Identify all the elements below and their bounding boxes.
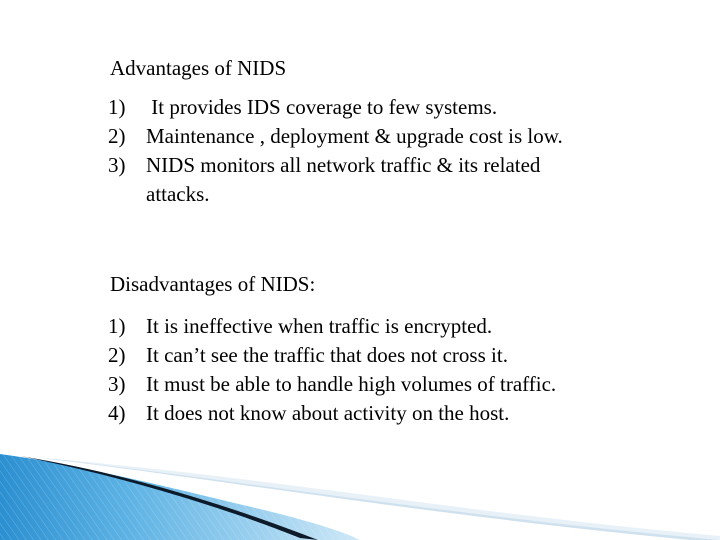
disadvantage-item-4 (108, 399, 556, 428)
list-text: It must be able to handle high volumes of traffic. (146, 372, 557, 396)
list-number: 2) (108, 124, 126, 148)
list-text: It is ineffective when traffic is encrypted. (146, 314, 493, 338)
list-text-continuation: attacks. (146, 182, 210, 206)
disadvantage-item-3 (108, 370, 556, 399)
list-number: 1) (108, 95, 126, 119)
list-number: 2) (108, 343, 126, 367)
list-text: It provides IDS coverage to few systems. (146, 95, 498, 119)
disadvantages-heading: Disadvantages of NIDS: (110, 272, 316, 296)
disadvantages-list (108, 312, 556, 428)
disadvantage-item-2 (108, 341, 556, 370)
wave-texture (0, 454, 360, 540)
list-number: 4) (108, 401, 126, 425)
disadvantage-item-1 (108, 312, 556, 341)
advantage-item-1 (108, 93, 563, 122)
advantages-list (108, 93, 563, 209)
list-text: It does not know about activity on the host. (146, 401, 510, 425)
advantage-item-3 (108, 151, 563, 209)
list-text: Maintenance , deployment & upgrade cost is low. (146, 124, 563, 148)
list-number: 3) (108, 372, 126, 396)
advantage-item-2 (108, 122, 563, 151)
list-number: 1) (108, 314, 126, 338)
decorative-wave-swoosh (0, 440, 720, 540)
list-text: It can’t see the traffic that does not cross it. (146, 343, 508, 367)
list-number: 3) (108, 153, 126, 177)
list-text: NIDS monitors all network traffic & its related (146, 153, 541, 177)
advantages-heading: Advantages of NIDS (110, 56, 287, 80)
